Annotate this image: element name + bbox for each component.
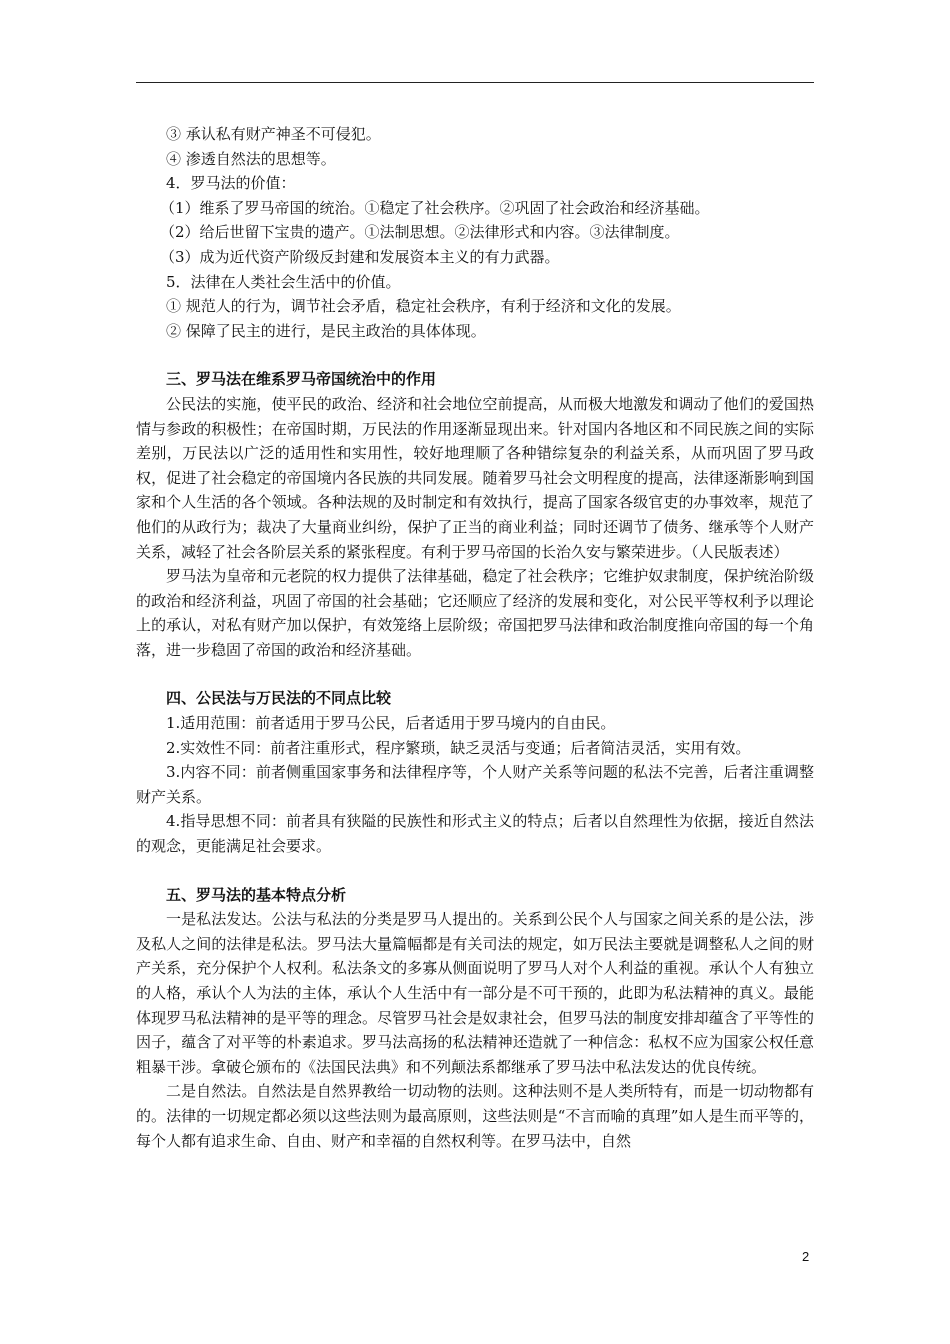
section-heading: 四、公民法与万民法的不同点比较 — [166, 689, 392, 708]
top-list — [136, 122, 814, 343]
list-item: ④ 渗透自然法的思想等。 — [166, 149, 336, 168]
page-content — [136, 122, 814, 1153]
list-item: 5．法律在人类社会生活中的价值。 — [166, 272, 401, 291]
list-item: ③ 承认私有财产神圣不可侵犯。 — [166, 125, 381, 143]
comparison-item: 2.实效性不同：前者注重形式，程序繁琐，缺乏灵活与变通；后者简洁灵活，实用有效。 — [166, 738, 751, 757]
section-heading: 三、罗马法在维系罗马帝国统治中的作用 — [166, 370, 437, 389]
section-paragraph: 罗马法为皇帝和元老院的权力提供了法律基础，稳定了社会秩序；它维护奴隶制度，保护统治阶级的政治和经济利益，巩固了帝国的社会基础；它还顺应了经济的发展和变化，对公民平等权利予以理论上的承认，对私有财产加以保护，有效笼络上层阶级；帝国把罗马法律和政治制度推向帝国的每一个角落，进一步稳固了帝国的政治和经济基础。 — [136, 567, 814, 659]
section-heading: 五、罗马法的基本特点分析 — [166, 885, 347, 904]
header-rule — [136, 82, 814, 83]
section-paragraph: 一是私法发达。公法与私法的分类是罗马人提出的。关系到公民个人与国家之间关系的是公法，涉及私人之间的法律是私法。罗马法大量篇幅都是有关司法的规定，如万民法主要就是调整私人之间的财产关系，充分保护个人权利。私法条文的多寡从侧面说明了罗马人对个人利益的重视。承认个人有独立的人格，承认个人为法的主体，承认个人生活中有一部分是不可干预的，此即为私法精神的真义。最能体现罗马私法精神的是平等的理念。尽管罗马社会是奴隶社会，但罗马法的制度安排却蕴含了平等性的因子，蕴含了对平等的朴素追求。罗马法高扬的私法精神还造就了一种信念：私权不应为国家公权任意粗暴干涉。拿破仑颁布的《法国民法典》和不列颠法系都继承了罗马法中私法发达的优良传统。 — [136, 910, 814, 1076]
list-item: ① 规范人的行为，调节社会矛盾，稳定社会秩序，有利于经济和文化的发展。 — [166, 297, 681, 316]
section-paragraph: 公民法的实施，使平民的政治、经济和社会地位空前提高，从而极大地激发和调动了他们的爱国热情与参政的积极性；在帝国时期，万民法的作用逐渐显现出来。针对国内各地区和不同民族之间的实际差别，万民法以广泛的适用性和实用性，较好地理顺了各种错综复杂的利益关系，从而巩固了罗马政权，促进了社会稳定的帝国境内各民族的共同发展。随着罗马社会文明程度的提高，法律逐渐影响到国家和个人生活的各个领域。各种法规的及时制定和有效执行，提高了国家各级官吏的办事效率，规范了他们的从政行为；裁决了大量商业纠纷，保护了正当的商业利益；同时还调节了债务、继承等个人财产关系，减轻了社会各阶层关系的紧张程度。有利于罗马帝国的长治久安与繁荣进步。（人民版表述） — [136, 394, 814, 561]
list-item: （2）给后世留下宝贵的遗产。①法制思想。②法律形式和内容。③法律制度。 — [160, 223, 680, 242]
comparison-item: 1.适用范围：前者适用于罗马公民，后者适用于罗马境内的自由民。 — [166, 714, 616, 733]
page-number: 2 — [802, 1249, 810, 1264]
section-paragraph: 二是自然法。自然法是自然界教给一切动物的法则。这种法则不是人类所特有，而是一切动物都有的。法律的一切规定都必须以这些法则为最高原则，这些法则是“不言而喻的真理”如人是生而平等的，每个人都有追求生命、自由、财产和幸福的自然权利等。在罗马法中，自然 — [136, 1082, 814, 1150]
list-item: （3）成为近代资产阶级反封建和发展资本主义的有力武器。 — [160, 247, 560, 266]
list-item: ② 保障了民主的进行，是民主政治的具体体现。 — [166, 321, 486, 340]
comparison-item: 4.指导思想不同：前者具有狭隘的民族性和形式主义的特点；后者以自然理性为依据，接近自然法的观念，更能满足社会要求。 — [136, 812, 814, 856]
list-item: 4．罗马法的价值： — [166, 174, 296, 193]
comparison-item: 3.内容不同：前者侧重国家事务和法律程序等，个人财产关系等问题的私法不完善，后者注重调整财产关系。 — [136, 763, 814, 806]
list-item: （1）维系了罗马帝国的统治。①稳定了社会秩序。②巩固了社会政治和经济基础。 — [160, 198, 710, 217]
